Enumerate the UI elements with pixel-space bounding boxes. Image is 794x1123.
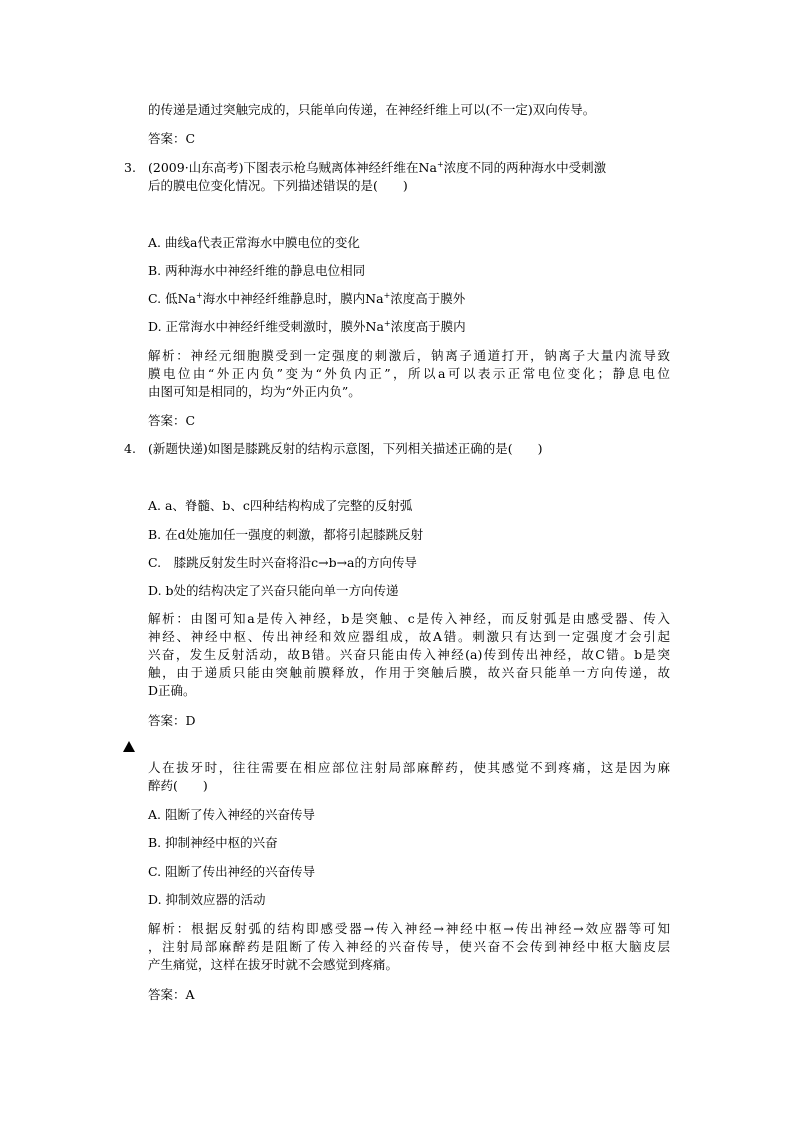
question-5-option-b: B. 抑制神经中枢的兴奋 <box>148 835 278 850</box>
answer-q2: 答案：C <box>148 131 196 146</box>
question-5-option-a: A. 阻断了传入神经的兴奋传导 <box>148 807 315 822</box>
question-3-option-a: A. 曲线a代表正常海水中膜电位的变化 <box>148 235 360 250</box>
question-4-analysis-line1: 解析：由图可知a是传入神经，b是突触、c是传入神经，而反射弧是由感受器、传入 <box>148 611 670 626</box>
question-3-number: 3. <box>124 160 136 175</box>
answer-q3: 答案：C <box>148 413 196 428</box>
answer-q5: 答案：A <box>148 987 195 1002</box>
option-text: 海水中神经纤维静息时，膜内Na <box>202 291 384 306</box>
question-4-option-c: C. 膝跳反射发生时兴奋将沿c→b→a的方向传导 <box>148 555 417 570</box>
option-text: 浓度高于膜外 <box>390 291 466 306</box>
option-text: 浓度高于膜内 <box>390 319 466 334</box>
question-4-number: 4. <box>124 441 136 456</box>
question-5-option-c: C. 阻断了传出神经的兴奋传导 <box>148 864 316 879</box>
question-3-analysis-line1: 解析：神经元细胞膜受到一定强度的刺激后，钠离子通道打开，钠离子大量内流导致 <box>148 348 670 363</box>
question-4-analysis-line3: 兴奋，发生反射活动，故B错。兴奋只能由传入神经(a)传到传出神经，故C错。b是突 <box>148 647 670 662</box>
question-4-option-b: B. 在d处施加任一强度的刺激，都将引起膝跳反射 <box>148 527 424 542</box>
question-3-analysis-line2: 膜电位由“外正内负”变为“外负内正”，所以a可以表示正常电位变化；静息电位 <box>148 366 670 381</box>
question-4-option-a: A. a、脊髓、b、c四种结构构成了完整的反射弧 <box>148 498 413 513</box>
superscript-plus: + <box>195 290 203 300</box>
answer-q4: 答案：D <box>148 713 196 728</box>
option-text: D. 正常海水中神经纤维受刺激时，膜外Na <box>148 319 384 334</box>
superscript-plus: + <box>383 318 391 328</box>
question-5-analysis-line3: 产生痛觉，这样在拔牙时就不会感觉到疼痛。 <box>148 957 399 972</box>
question-3-analysis-line3: 由图可知是相同的，均为“外正内负”。 <box>148 384 361 399</box>
stem-text: 浓度不同的两种海水中受刺激 <box>443 160 607 175</box>
question-4-option-d: D. b处的结构决定了兴奋只能向单一方向传递 <box>148 583 399 598</box>
question-3-option-b: B. 两种海水中神经纤维的静息电位相同 <box>148 263 366 278</box>
option-text: C. 低Na <box>148 291 196 306</box>
question-4-stem: (新题快递)如图是膝跳反射的结构示意图，下列相关描述正确的是( ) <box>148 441 543 456</box>
question-3-stem-line1 <box>148 160 606 176</box>
paragraph-continuation: 的传递是通过突触完成的，只能单向传递，在神经纤维上可以(不一定)双向传导。 <box>148 102 596 117</box>
superscript-plus: + <box>383 290 391 300</box>
question-5-analysis-line2: ，注射局部麻醉药是阻断了传入神经的兴奋传导，使兴奋不会传到神经中枢大脑皮层 <box>148 939 670 954</box>
stem-text: (2009·山东高考)下图表示枪乌贼离体神经纤维在Na <box>148 160 437 175</box>
triangle-marker-icon <box>123 741 135 752</box>
question-5-stem-line2: 醉药( ) <box>148 778 208 793</box>
question-3-option-c <box>148 291 465 307</box>
question-4-analysis-line4: 触，由于递质只能由突触前膜释放，作用于突触后膜，故兴奋只能单一方向传递，故 <box>148 665 670 680</box>
question-5-analysis-line1: 解析：根据反射弧的结构即感受器→传入神经→神经中枢→传出神经→效应器等可知 <box>148 921 670 936</box>
question-3-stem-line2: 后的膜电位变化情况。下列描述错误的是( ) <box>148 178 408 193</box>
superscript-plus: + <box>436 159 444 169</box>
question-3-option-d <box>148 319 466 335</box>
question-5-option-d: D. 抑制效应器的活动 <box>148 892 266 907</box>
question-4-analysis-line5: D正确。 <box>148 683 196 698</box>
question-4-analysis-line2: 神经、神经中枢、传出神经和效应器组成，故A错。刺激只有达到一定强度才会引起 <box>148 629 670 644</box>
question-5-stem-line1: 人在拔牙时，往往需要在相应部位注射局部麻醉药，使其感觉不到疼痛，这是因为麻 <box>148 760 670 775</box>
